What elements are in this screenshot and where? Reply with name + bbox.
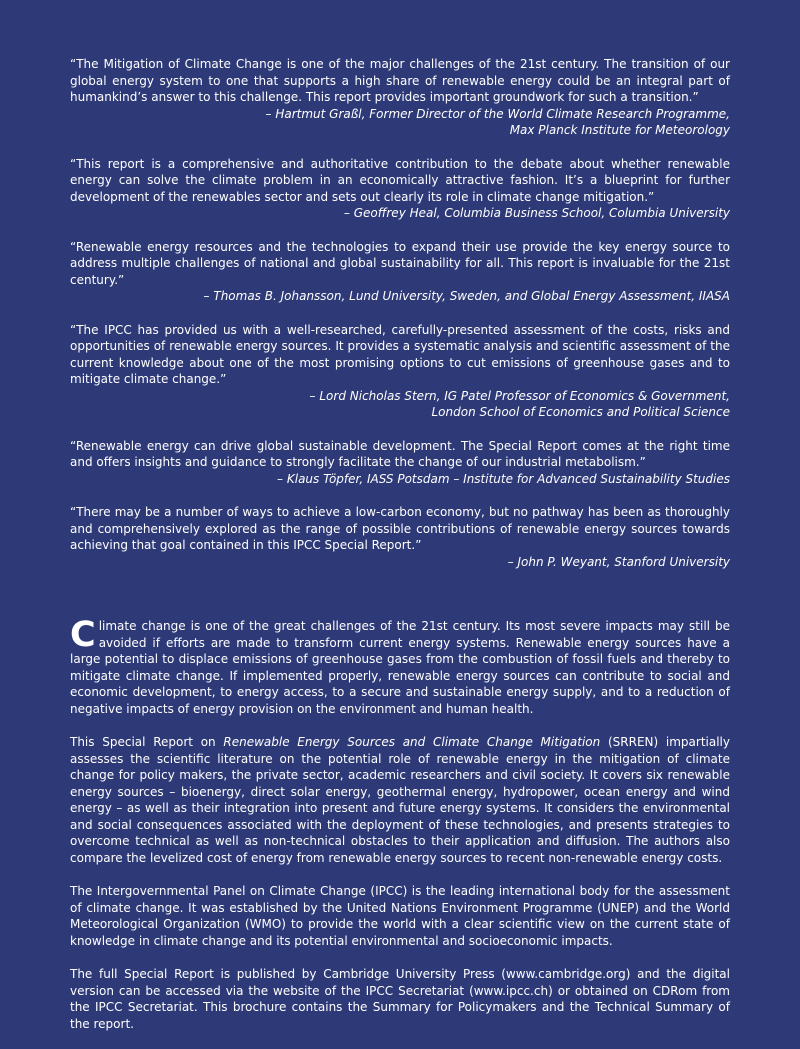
ipcc-paragraph: The Intergovernmental Panel on Climate Change (IPCC) is the leading international body for the assessment of climate change. It was established by the United Nations Environment Programme (UNEP) and the World Meteorological Organization (WMO) to provide the world with a clear scientific view on the current state of knowledge in climate change and its potential environmental and socioeconomic impacts. — [70, 884, 730, 948]
quote-stern — [70, 322, 730, 421]
attribution-line: – Klaus Töpfer, IASS Potsdam – Institute for Advanced Sustainability Studies — [277, 471, 730, 486]
quote-attribution — [70, 288, 730, 305]
quote-weyant — [70, 504, 730, 570]
srren-text-after: (SRREN) impartially assesses the scientific literature on the potential role of renewable energy in the mitigation of climate change for policy makers, the private sector, academic researchers and civil society. It covers six renewable energy sources – bioenergy, direct solar energy, geothermal energy, hydropower, ocean energy and wind energy – as well as their integration into present and future energy systems. It considers the environmental and social consequences associated with the deployment of these technologies, and presents strategies to overcome technical as well as non-technical obstacles to their application and diffusion. The authors also compare the levelized cost of energy from renewable energy sources to recent non-renewable energy costs. — [70, 735, 730, 865]
intro-text: limate change is one of the great challenges of the 21st century. Its most severe impacts may still be avoided if efforts are made to transform current energy systems. Renewable energy sources have a large potential to displace emissions of greenhouse gases from the combustion of fossil fuels and thereby to mitigate climate change. If implemented properly, renewable energy sources can contribute to social and economic development, to energy access, to a secure and sustainable energy supply, and to a reduction of negative impacts of energy provision on the environment and human health. — [70, 619, 730, 716]
attribution-line: Max Planck Institute for Meteorology — [509, 123, 730, 137]
report-title: Renewable Energy Sources and Climate Change Mitigation — [223, 735, 601, 749]
quote-text: “There may be a number of ways to achieve a low-carbon economy, but no pathway has been as thoroughly and comprehensively explored as the range of possible contributions of renewable energy sources towards achieving that goal contained in this IPCC Special Report.” — [70, 505, 730, 552]
quote-text: “Renewable energy can drive global sustainable development. The Special Report comes at the right time and offers insights and guidance to strongly facilitate the change of our industrial metabolism.” — [70, 438, 730, 469]
attribution-line: – Geoffrey Heal, Columbia Business School, Columbia University — [343, 206, 730, 220]
quote-attribution — [70, 388, 730, 421]
quote-text: “The Mitigation of Climate Change is one of the major challenges of the 21st century. The transition of our global energy system to one that supports a high share of renewable energy could be an integral part of humankind’s answer to this challenge. This report provides important groundwork for such a transition.” — [70, 57, 730, 104]
quote-attribution — [70, 106, 730, 139]
quote-johansson — [70, 239, 730, 305]
report-description — [70, 615, 730, 1032]
quote-grassl — [70, 56, 730, 139]
endorsement-quotes — [70, 56, 730, 570]
intro-paragraph — [70, 615, 730, 717]
attribution-line: London School of Economics and Political Science — [431, 405, 730, 419]
back-cover-content — [70, 56, 730, 1049]
drop-cap: C — [70, 615, 96, 655]
quote-attribution — [70, 554, 730, 571]
publication-paragraph: The full Special Report is published by Cambridge University Press (www.cambridge.org) and the digital version can be accessed via the website of the IPCC Secretariat (www.ipcc.ch) or obtained on CDRom from the IPCC Secretariat. This brochure contains the Summary for Policymakers and the Technical Summary of the report. — [70, 967, 730, 1031]
srren-text-before: This Special Report on — [70, 735, 224, 749]
attribution-line: – Thomas B. Johansson, Lund University, Sweden, and Global Energy Assessment, IIASA — [203, 289, 730, 303]
quote-topfer — [70, 438, 730, 488]
attribution-line: – John P. Weyant, Stanford University — [507, 554, 730, 569]
srren-paragraph — [70, 734, 730, 866]
attribution-line: – Lord Nicholas Stern, IG Patel Professor of Economics & Government, — [309, 388, 730, 403]
quote-text: “This report is a comprehensive and authoritative contribution to the debate about whether renewable energy can solve the climate problem in an economically attractive fashion. It’s a blueprint for further development of the renewables sector and sets out clearly its role in climate change mitigation.” — [70, 156, 730, 204]
quote-attribution — [70, 471, 730, 488]
quote-text: “The IPCC has provided us with a well-researched, carefully-presented assessment of the costs, risks and opportunities of renewable energy sources. It provides a systematic analysis and scientific assessment of the current knowledge about one of the most promising options to cut emissions of greenhouse gases and to mitigate climate change.” — [70, 322, 730, 386]
attribution-line: – Hartmut Graßl, Former Director of the World Climate Research Programme, — [265, 106, 730, 121]
quote-text: “Renewable energy resources and the technologies to expand their use provide the key energy source to address multiple challenges of national and global sustainability for all. This report is invaluable for the 21st century.” — [70, 239, 730, 287]
quote-attribution — [70, 205, 730, 222]
quote-heal — [70, 156, 730, 222]
